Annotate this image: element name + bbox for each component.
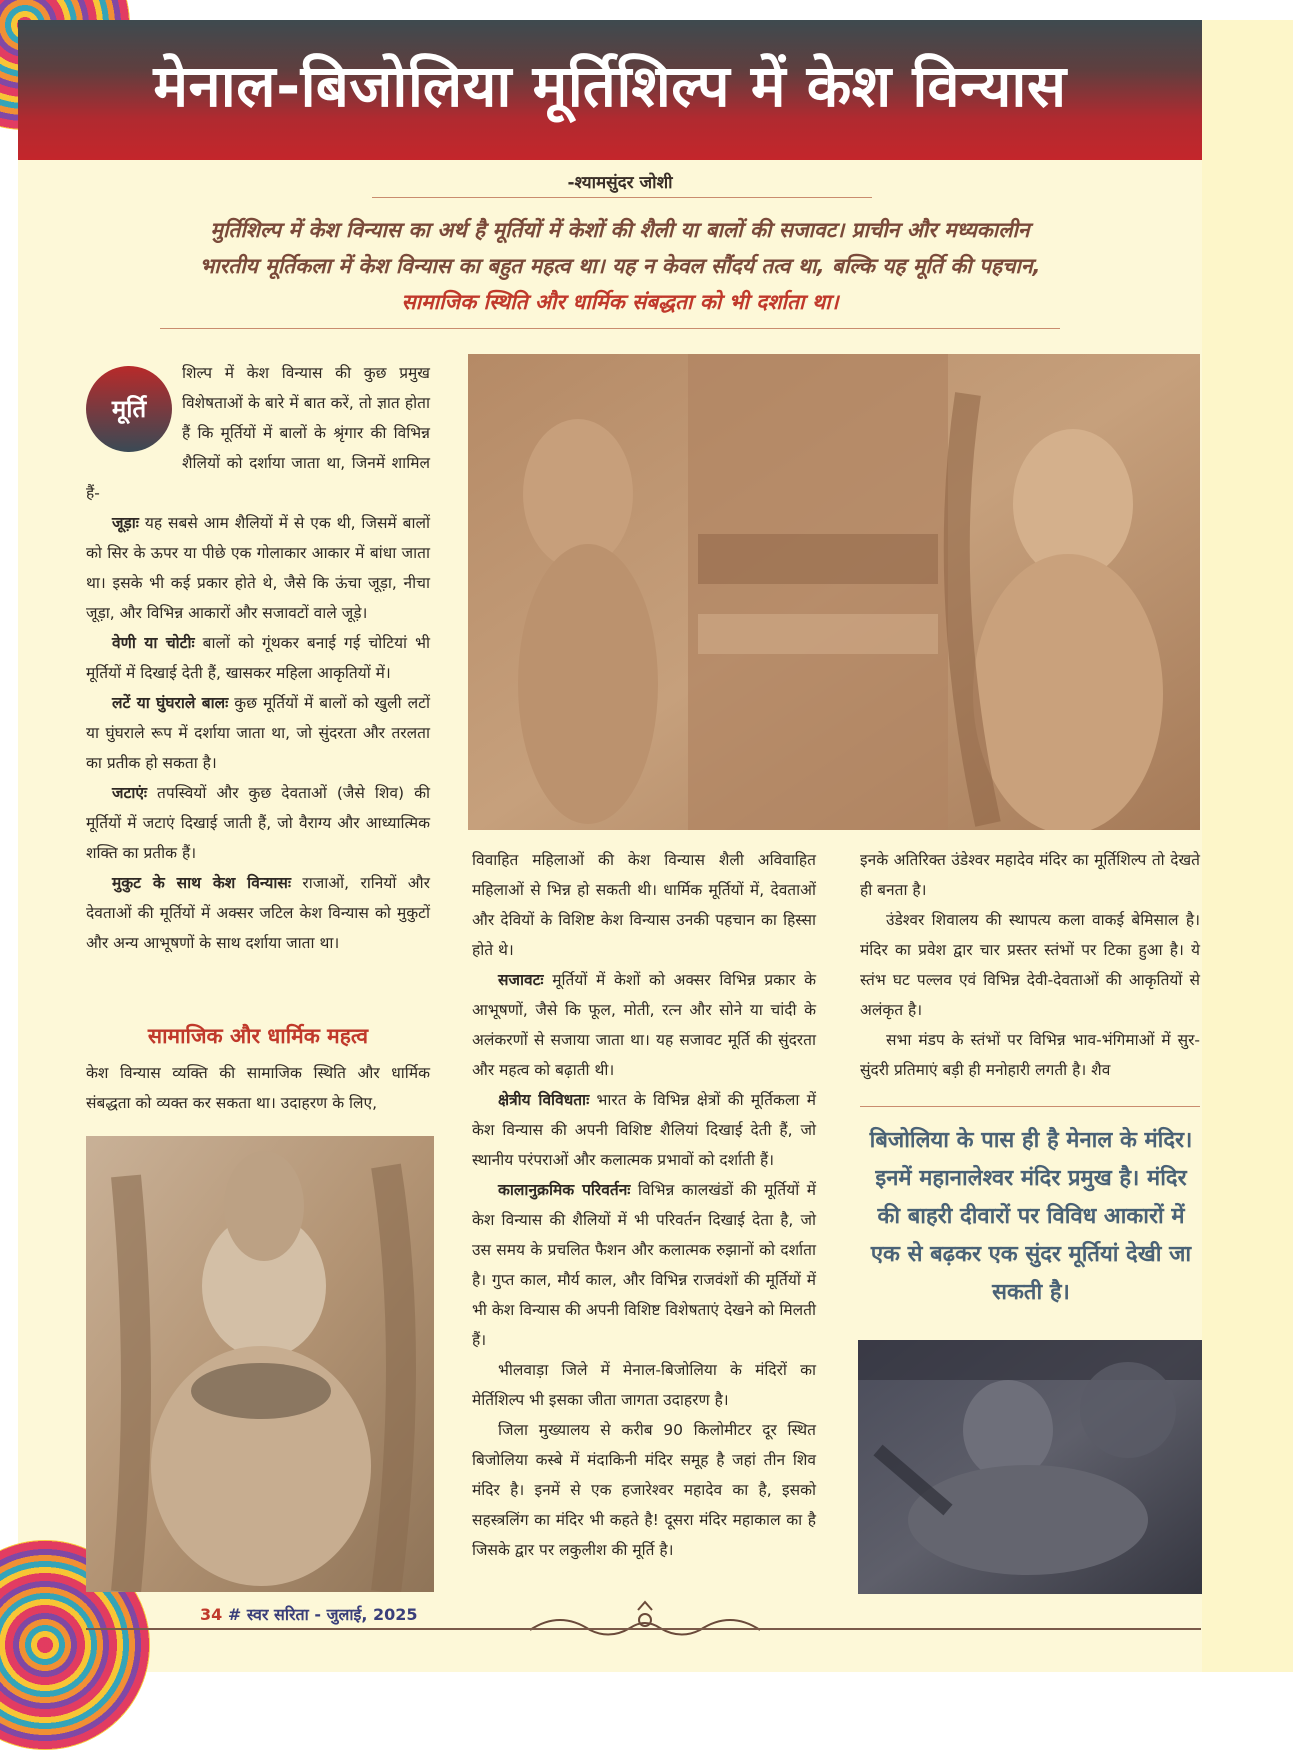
paragraph-text: मूर्तियों में केशों को अक्सर विभिन्न प्रकार के आभूषणों, जैसे कि फूल, मोती, रत्न और सोने या चांदी के अलंकरणों से सजाया जाता था। यह सजावट मूर्ति की सुंदरता और महत्व को बढ़ाती थी। — [472, 971, 816, 1079]
paragraph-text: विभिन्न कालखंडों की मूर्तियों में केश विन्यास की शैलियों में भी परिवर्तन दिखाई देता है, जो उस समय के प्रचलित फैशन और कलात्मक रुझानों को दर्शाता है। गुप्त काल, मौर्य काल, और विभिन्न राजवंशों की मूर्तियों में भी केश विन्यास की अपनी विशिष्ट विशेषताएं देखने को मिलती हैं। — [472, 1181, 816, 1349]
divider — [160, 328, 1060, 329]
pull-quote: बिजोलिया के पास ही है मेनाल के मंदिर। इनमें महानालेश्वर मंदिर प्रमुख है। मंदिर की बाहरी दीवारों पर विविध आकारों में एक से बढ़कर एक सुंदर मूर्तियां देखी जा सकती है। — [869, 1128, 1193, 1305]
paragraph: इनके अतिरिक्त उंडेश्वर महादेव मंदिर का मूर्तिशिल्प तो देखते ही बनता है। — [860, 851, 1200, 899]
intro-line: भारतीय मूर्तिकला में केश विन्यास का बहुत महत्व था। यह न केवल सौंदर्य तत्व था, बल्कि यह मूर्ति की पहचान, — [199, 254, 1041, 278]
page-number: 34 — [200, 1605, 223, 1624]
paragraph: भीलवाड़ा जिले में मेनाल-बिजोलिया के मंदिरों का मेर्तिशिल्प भी इसका जीता जागता उदाहरण है। — [472, 1361, 816, 1409]
column-1 — [86, 358, 430, 958]
paragraph-text: भारत के विभिन्न क्षेत्रों की मूर्तिकला में केश विन्यास की अपनी विशिष्ट शैलियां दिखाई देती हैं, जो स्थानीय परंपराओं और कलात्मक प्रभावों को दर्शाती हैं। — [472, 1091, 816, 1169]
sculpture-photo-dark — [858, 1340, 1202, 1594]
page-footer — [200, 1603, 418, 1625]
column-3 — [860, 845, 1200, 1085]
paragraph — [86, 508, 430, 628]
term-heading: कालानुक्रमिक परिवर्तनः — [498, 1181, 631, 1199]
paragraph — [86, 688, 430, 778]
article-title: मेनाल-बिजोलिया मूर्तिशिल्प में केश विन्यास — [153, 52, 1067, 120]
divider — [372, 197, 872, 198]
bottom-rule — [86, 1628, 1201, 1630]
section-heading: सामाजिक और धार्मिक महत्व — [147, 1024, 369, 1048]
title-banner — [18, 20, 1202, 160]
term-heading: सजावटः — [498, 971, 544, 989]
paragraph: जिला मुख्यालय से करीब 90 किलोमीटर दूर स्थित बिजोलिया कस्बे में मंदाकिनी मंदिर समूह है जहां तीन शिव मंदिर है। इनमें से एक हजारेश्वर महादेव का है, इसको सहस्त्रलिंग का मंदिर भी कहते है! दूसरा मंदिर महाकाल का है जिसके द्वार पर लकुलीश की मूर्ति है। — [472, 1421, 816, 1559]
paragraph-text: कुछ मूर्तियों में बालों को खुली लटों या घुंघराले रूप में दर्शाया जाता था, जो सुंदरता और तरलता का प्रतीक हो सकता है। — [86, 694, 430, 772]
intro-line — [160, 284, 1080, 320]
paragraph: विवाहित महिलाओं की केश विन्यास शैली अविवाहित महिलाओं से भिन्न हो सकती थी। धार्मिक मूर्तियों में, देवताओं और देवियों के विशिष्ट केश विन्यास उनकी पहचान का हिस्सा होते थे। — [472, 851, 816, 959]
paragraph-text: यह सबसे आम शैलियों में से एक थी, जिसमें बालों को सिर के ऊपर या पीछे एक गोलाकार आकार में बांधा जाता था। इसके भी कई प्रकार होते थे, जैसे कि ऊंचा जूड़ा, नीचा जूड़ा, और विभिन्न आकारों और सजावटों वाले जूड़े। — [86, 514, 430, 622]
sculpture-photo-deity — [86, 1136, 434, 1592]
intro-line-highlight: सामाजिक स्थिति और धार्मिक संबद्धता को भी दर्शाता था। — [401, 290, 839, 314]
term-heading: क्षेत्रीय विविधताः — [498, 1091, 590, 1109]
paragraph-text: राजाओं, रानियों और देवताओं की मूर्तियों में अक्सर जटिल केश विन्यास को मुकुटों और अन्य आभूषणों के साथ दर्शाया जाता था। — [86, 874, 431, 952]
paragraph — [86, 778, 430, 868]
page-edge — [1202, 20, 1293, 1672]
paragraph: उंडेश्वर शिवालय की स्थापत्य कला वाकई बेमिसाल है। मंदिर का प्रवेश द्वार चार प्रस्तर स्तंभों पर टिका हुआ है। ये स्तंभ घट पल्लव एवं विभिन्न देवी-देवताओं की आकृतियों से अलंकृत है। — [860, 911, 1200, 1019]
term-heading: वेणी या चोटीः — [112, 634, 195, 652]
paragraph — [86, 868, 430, 958]
term-heading: लटें या घुंघराले बालः — [112, 694, 229, 712]
paragraph — [472, 965, 816, 1085]
paragraph-text: बालों को गूंथकर बनाई गई चोटियां भी मूर्तियों में दिखाई देती हैं, खासकर महिला आकृतियों में। — [86, 634, 431, 682]
paragraph-text: तपस्वियों और कुछ देवताओं (जैसे शिव) की मूर्तियों में जटाएं दिखाई जाती हैं, जो वैराग्य और आध्यात्मिक शक्ति का प्रतीक हैं। — [86, 784, 430, 862]
sculpture-photo-panel — [468, 354, 1200, 830]
divider-ornament — [520, 1600, 770, 1644]
paragraph: सभा मंडप के स्तंभों पर विभिन्न भाव-भंगिमाओं में सुर-सुंदरी प्रतिमाएं बड़ी ही मनोहारी लगती है। शैव — [860, 1031, 1200, 1079]
intro-paragraph — [160, 212, 1080, 320]
term-heading: जटाएंः — [112, 784, 148, 802]
paragraph: शिल्प में केश विन्यास की कुछ प्रमुख विशेषताओं के बारे में बात करें, तो ज्ञात होता हैं कि मूर्तियों में बालों के श्रृंगार की विभिन्न शैलियों को दर्शाया जाता था, जिनमें शामिल हैं- — [86, 364, 430, 502]
paragraph — [472, 1085, 816, 1175]
term-heading: जूड़ाः — [112, 514, 139, 532]
divider — [860, 1106, 1200, 1107]
publication-date: # स्वर सरिता - जुलाई, 2025 — [222, 1605, 418, 1624]
column-1-continued — [86, 1058, 430, 1118]
paragraph — [86, 628, 430, 688]
paragraph — [472, 1175, 816, 1355]
column-2 — [472, 845, 816, 1565]
author-byline: -श्यामसुंदर जोशी — [567, 173, 673, 193]
intro-line: मुर्तिशिल्प में केश विन्यास का अर्थ है मूर्तियों में केशों की शैली या बालों की सजावट। प्राचीन और मध्यकालीन — [210, 218, 1030, 242]
term-heading: मुकुट के साथ केश विन्यासः — [112, 874, 292, 892]
drop-cap-badge: मूर्ति — [86, 366, 172, 452]
paragraph: केश विन्यास व्यक्ति की सामाजिक स्थिति और धार्मिक संबद्धता को व्यक्त कर सकता था। उदाहरण के लिए, — [86, 1064, 430, 1112]
